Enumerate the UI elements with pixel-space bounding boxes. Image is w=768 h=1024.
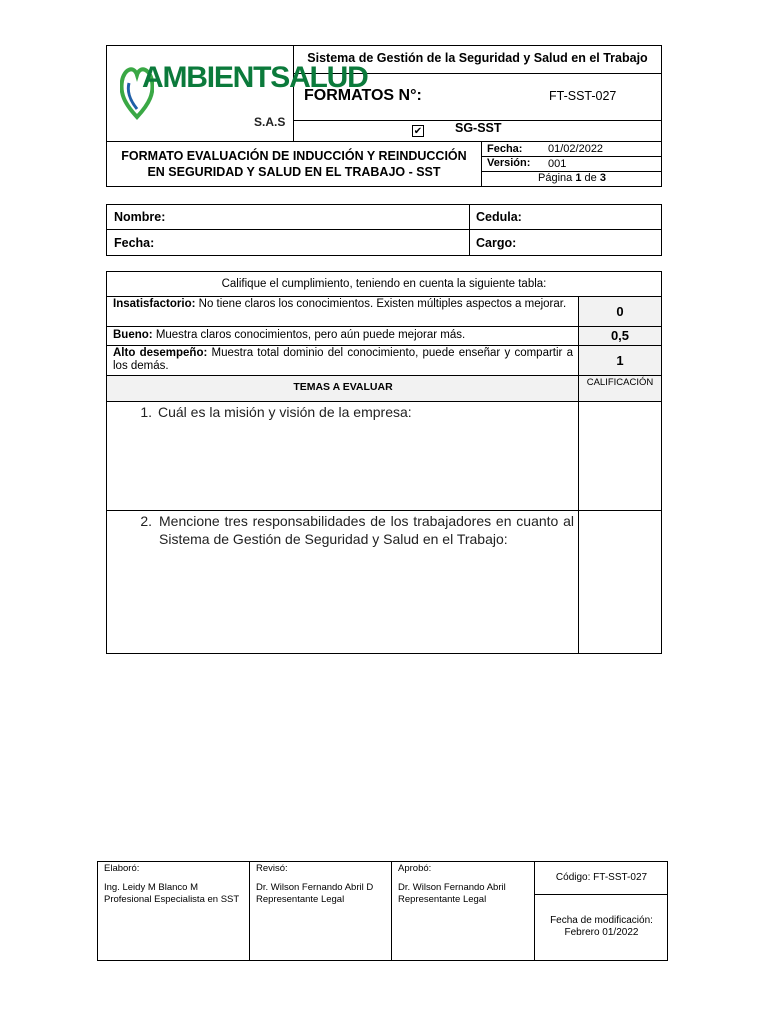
fecha-field[interactable]: Fecha: [114,236,155,250]
formatos-code: FT-SST-027 [549,89,617,103]
page-total: 3 [599,172,606,184]
system-title: Sistema de Gestión de la Seguridad y Salud en el Trabajo [307,51,648,65]
level-bueno: Bueno: Muestra claros conocimientos, pero aún puede mejorar más. [113,329,466,341]
page-prefix: Página [538,172,573,184]
score-alto: 1 [616,353,624,368]
aprobo-label: Aprobó: [398,863,432,874]
page-current: 1 [575,172,582,184]
aprobo-block [398,863,532,906]
level-insatisfactorio: Insatisfactorio: No tiene claros los conocimientos. Existen múltiples aspectos a mejorar. [113,298,567,310]
cedula-field[interactable]: Cedula: [476,210,522,224]
question-1[interactable] [130,403,570,421]
sg-sst-checkbox[interactable]: ✔ [413,126,423,137]
formatos-label: FORMATOS N°: [304,87,422,104]
logo-suffix: S.A.S [254,115,286,129]
reviso-name: Dr. Wilson Fernando Abril D [256,882,374,893]
aprobo-name: Dr. Wilson Fernando Abril [398,882,506,893]
elaboro-block [104,863,244,906]
elaboro-name: Ing. Leidy M Blanco M [104,882,198,893]
cargo-field[interactable]: Cargo: [476,236,517,250]
page-sep: de [584,172,597,184]
elaboro-role: Profesional Especialista en SST [104,894,240,905]
info-table [106,204,662,256]
question-2-text: Mencione tres responsabilidades de los trabajadores en cuanto al Sistema de Gestión de Seguridad y Salud en el Trabajo: [159,513,574,547]
fecha-value: 01/02/2022 [548,143,604,155]
form-title: FORMATO EVALUACIÓN DE INDUCCIÓN Y REINDUCCIÓN EN SEGURIDAD Y SALUD EN EL TRABAJO - SST [121,149,467,179]
modification-date [535,915,668,939]
score-insatisfactorio: 0 [616,304,624,319]
grading-instruction: Califique el cumplimiento, teniendo en cuenta la siguiente tabla: [221,278,547,290]
reviso-block [256,863,390,906]
question-2[interactable] [130,512,574,548]
mod-label: Fecha de modificación: [550,915,653,926]
sg-sst-label: SG-SST [455,121,502,135]
topics-header: TEMAS A EVALUAR [293,381,393,393]
codigo: Código: FT-SST-027 [555,872,648,883]
level-alto: Alto desempeño: Muestra total dominio del conocimiento, puede enseñar y compartir a los demás. [113,347,573,372]
score-bueno: 0,5 [610,328,630,343]
reviso-role: Representante Legal [256,894,345,905]
logo-brand: AMBIENTSALUD [142,61,368,94]
question-1-text: Cuál es la misión y visión de la empresa: [158,404,412,420]
reviso-label: Revisó: [256,863,288,874]
question-2-num: 2. [140,513,152,529]
version-value: 001 [548,158,567,170]
mod-value: Febrero 01/2022 [564,927,639,938]
aprobo-role: Representante Legal [398,894,487,905]
page-indicator [482,172,662,184]
elaboro-label: Elaboró: [104,863,140,874]
question-1-num: 1. [140,404,152,420]
version-label: Versión: [487,157,531,169]
fecha-label: Fecha: [487,143,523,155]
score-header: CALIFICACIÓN [586,377,654,388]
nombre-field[interactable]: Nombre: [114,210,166,224]
